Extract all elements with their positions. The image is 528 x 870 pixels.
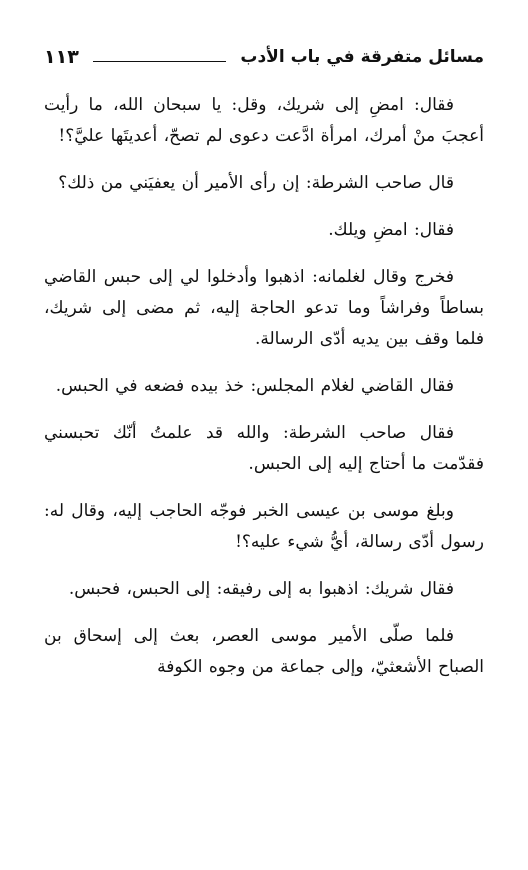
running-title: مسائل متفرقة في باب الأدب — [240, 47, 484, 67]
page-number: ١١٣ — [44, 46, 79, 68]
page-header — [44, 40, 484, 74]
paragraph: فقال: امضِ ويلك. — [328, 220, 454, 240]
page-body — [44, 90, 484, 699]
paragraph: فلما صلّى الأمير موسى العصر، بعث إلى إسحاق بن الصباح الأشعثيّ، وإلى جماعة من وجوه الكوفة — [44, 626, 484, 677]
paragraph: فقال: امضِ إلى شريك، وقل: يا سبحان الله، ما رأيت أعجبَ منْ أمرك، امرأة ادَّعت دعوى لم تصحّ، أعديتَها عليَّ؟! — [44, 95, 484, 146]
paragraph: فقال صاحب الشرطة: والله قد علمتُ أنّك تحبسني فقدّمت ما أحتاج إليه إلى الحبس. — [44, 423, 484, 474]
paragraph: قال صاحب الشرطة: إن رأى الأمير أن يعفيَني من ذلك؟ — [58, 173, 454, 193]
paragraph: فقال القاضي لغلام المجلس: خذ بيده فضعه في الحبس. — [55, 376, 454, 396]
paragraph: وبلغ موسى بن عيسى الخبر فوجّه الحاجب إليه، وقال له: رسول أدّى رسالة، أيُّ شيء عليه؟! — [44, 501, 484, 552]
paragraph: فقال شريك: اذهبوا به إلى رفيقه: إلى الحبس، فحبس. — [68, 579, 454, 599]
header-rule — [93, 61, 227, 62]
paragraph: فخرج وقال لغلمانه: اذهبوا وأدخلوا لي إلى حبس القاضي بساطاً وفراشاً وما تدعو الحاجة إليه، ثم مضى إلى شريك، فلما وقف بين يديه أدّى الرسالة. — [44, 267, 484, 349]
